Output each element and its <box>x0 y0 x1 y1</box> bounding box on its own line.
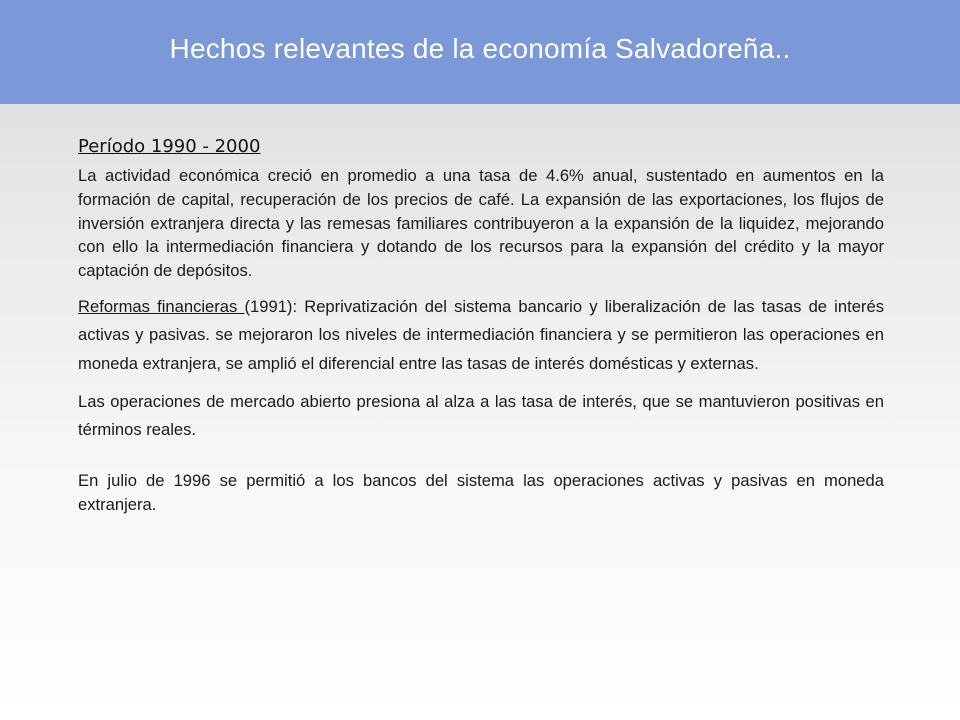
paragraph-economic-activity: La actividad económica creció en promedio a una tasa de 4.6% anual, sustentado en aumentos en la formación de capital, recuperación de los precios de café. La expansión de las exportaciones, los flujos de inversión extranjera directa y las remesas familiares contribuyeron a la expansión de la liquidez, mejorando con ello la intermediación financiera y dotando de los recursos para la expansión del crédito y la mayor captación de depósitos. <box>78 166 884 281</box>
slide-title: Hechos relevantes de la economía Salvadoreña.. <box>169 33 791 64</box>
financial-reforms-text: (1991): Reprivatización del sistema bancario y liberalización de las tasas de interés activas y pasivas. se mejoraron los niveles de intermediación financiera y se permitieron las operaciones en moneda extranjera, se amplió el diferencial entre las tasas de interés domésticas y externas. <box>78 296 884 373</box>
financial-reforms-label: Reformas financieras <box>78 296 245 316</box>
paragraph-financial-reforms <box>78 293 884 379</box>
paragraph-open-market: Las operaciones de mercado abierto presiona al alza a las tasa de interés, que se mantuvieron positivas en términos reales. <box>78 392 884 440</box>
paragraph-foreign-currency: En julio de 1996 se permitió a los bancos del sistema las operaciones activas y pasivas en moneda extranjera. <box>78 471 884 514</box>
slide-body <box>78 134 884 516</box>
title-banner <box>0 0 960 104</box>
section-heading: Período 1990 - 2000 <box>78 136 261 157</box>
